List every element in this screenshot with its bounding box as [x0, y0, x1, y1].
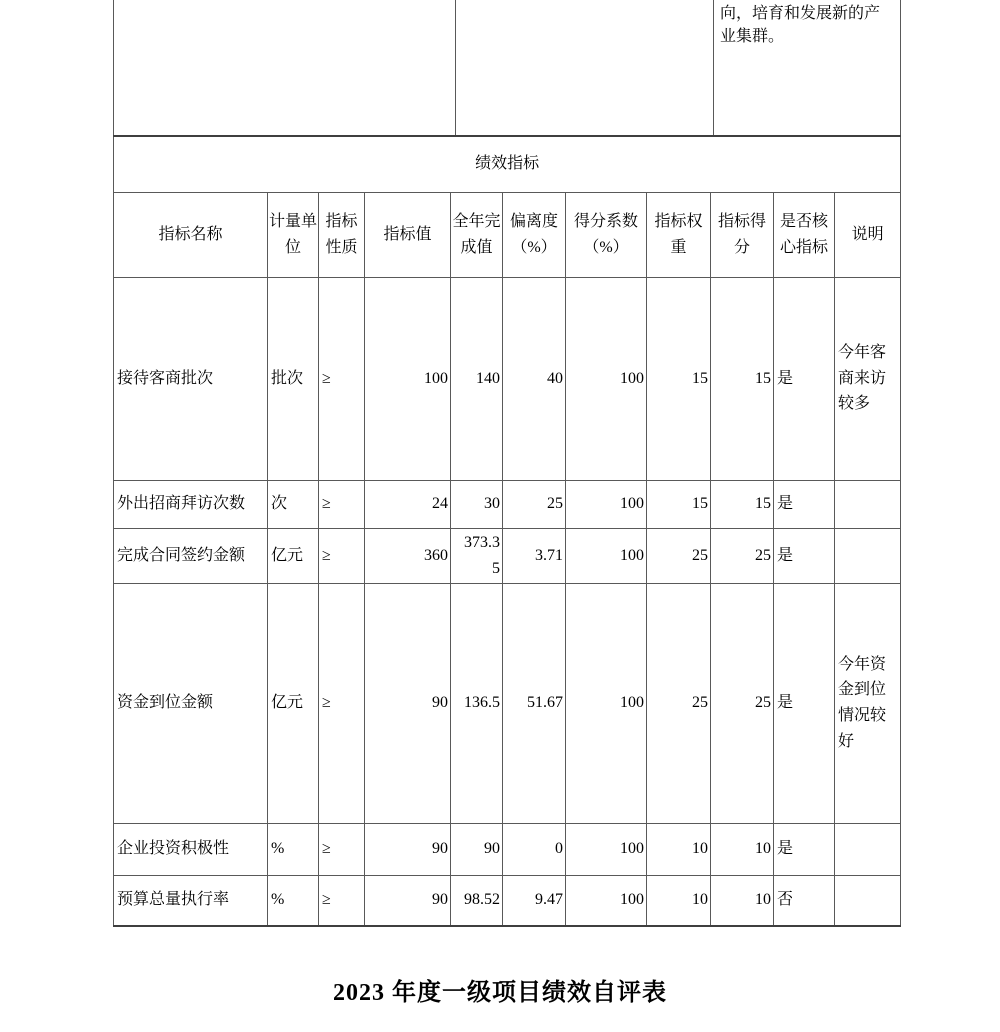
cell-core-indicator: 是 [774, 277, 835, 480]
table-row [114, 583, 901, 823]
cell-weight: 10 [647, 823, 711, 875]
cell-indicator-name: 接待客商批次 [114, 277, 268, 480]
col-header-coefficient: 得分系数（%） [566, 192, 647, 277]
table-row [114, 0, 901, 136]
cell-annual-value: 30 [451, 480, 503, 528]
cell-notes [835, 528, 901, 583]
cell-score: 15 [711, 480, 774, 528]
cell-target-value: 24 [365, 480, 451, 528]
cell-coefficient: 100 [566, 583, 647, 823]
cell-target-value: 90 [365, 823, 451, 875]
continuation-table [113, 0, 901, 137]
cell-annual-value: 90 [451, 823, 503, 875]
section-title: 绩效指标 [114, 137, 901, 192]
cell-nature: ≥ [319, 823, 365, 875]
cell-core-indicator: 是 [774, 583, 835, 823]
col-header-deviation: 偏离度（%） [503, 192, 566, 277]
cell-unit: 亿元 [268, 583, 319, 823]
col-header-notes: 说明 [835, 192, 901, 277]
section-header-row [114, 137, 901, 192]
cell-score: 15 [711, 277, 774, 480]
table-row [114, 875, 901, 926]
cell-annual-value: 136.5 [451, 583, 503, 823]
continuation-cell-1 [114, 0, 456, 136]
cell-core-indicator: 是 [774, 528, 835, 583]
col-header-nature: 指标性质 [319, 192, 365, 277]
col-header-target-value: 指标值 [365, 192, 451, 277]
cell-unit: % [268, 823, 319, 875]
cell-weight: 10 [647, 875, 711, 926]
cell-coefficient: 100 [566, 875, 647, 926]
cell-core-indicator: 是 [774, 823, 835, 875]
cell-coefficient: 100 [566, 277, 647, 480]
cell-indicator-name: 预算总量执行率 [114, 875, 268, 926]
page-title: 2023 年度一级项目绩效自评表 [333, 980, 667, 1006]
cell-deviation: 0 [503, 823, 566, 875]
cell-nature: ≥ [319, 480, 365, 528]
col-header-indicator-name: 指标名称 [114, 192, 268, 277]
cell-weight: 25 [647, 583, 711, 823]
cell-deviation: 3.71 [503, 528, 566, 583]
cell-annual-value: 140 [451, 277, 503, 480]
column-header-row [114, 192, 901, 277]
cell-annual-value: 373.35 [451, 528, 503, 583]
cell-target-value: 90 [365, 583, 451, 823]
cell-nature: ≥ [319, 277, 365, 480]
cell-score: 25 [711, 583, 774, 823]
cell-deviation: 25 [503, 480, 566, 528]
cell-nature: ≥ [319, 528, 365, 583]
cell-core-indicator: 是 [774, 480, 835, 528]
cell-weight: 15 [647, 480, 711, 528]
cell-weight: 15 [647, 277, 711, 480]
cell-unit: 批次 [268, 277, 319, 480]
cell-indicator-name: 企业投资积极性 [114, 823, 268, 875]
cell-indicator-name: 外出招商拜访次数 [114, 480, 268, 528]
cell-deviation: 51.67 [503, 583, 566, 823]
cell-nature: ≥ [319, 875, 365, 926]
cell-indicator-name: 完成合同签约金额 [114, 528, 268, 583]
cell-target-value: 360 [365, 528, 451, 583]
col-header-annual-value: 全年完成值 [451, 192, 503, 277]
cell-unit: 亿元 [268, 528, 319, 583]
continuation-cell-2 [456, 0, 714, 136]
cell-annual-value: 98.52 [451, 875, 503, 926]
cell-coefficient: 100 [566, 480, 647, 528]
cell-unit: % [268, 875, 319, 926]
cell-core-indicator: 否 [774, 875, 835, 926]
cell-notes [835, 480, 901, 528]
cell-score: 10 [711, 823, 774, 875]
cell-coefficient: 100 [566, 528, 647, 583]
col-header-score: 指标得分 [711, 192, 774, 277]
table-row [114, 823, 901, 875]
cell-notes [835, 823, 901, 875]
cell-coefficient: 100 [566, 823, 647, 875]
cell-notes: 今年资金到位情况较好 [835, 583, 901, 823]
col-header-core-indicator: 是否核心指标 [774, 192, 835, 277]
cell-notes: 今年客商来访较多 [835, 277, 901, 480]
cell-notes [835, 875, 901, 926]
col-header-weight: 指标权重 [647, 192, 711, 277]
table-row [114, 277, 901, 480]
table-row [114, 528, 901, 583]
cell-nature: ≥ [319, 583, 365, 823]
cell-deviation: 40 [503, 277, 566, 480]
col-header-unit: 计量单位 [268, 192, 319, 277]
indicators-table [113, 137, 901, 927]
cell-unit: 次 [268, 480, 319, 528]
cell-deviation: 9.47 [503, 875, 566, 926]
cell-target-value: 100 [365, 277, 451, 480]
table-row [114, 480, 901, 528]
cell-score: 10 [711, 875, 774, 926]
cell-weight: 25 [647, 528, 711, 583]
cell-target-value: 90 [365, 875, 451, 926]
continuation-cell-3: 向，培育和发展新的产业集群。 [714, 0, 901, 136]
cell-score: 25 [711, 528, 774, 583]
cell-indicator-name: 资金到位金额 [114, 583, 268, 823]
